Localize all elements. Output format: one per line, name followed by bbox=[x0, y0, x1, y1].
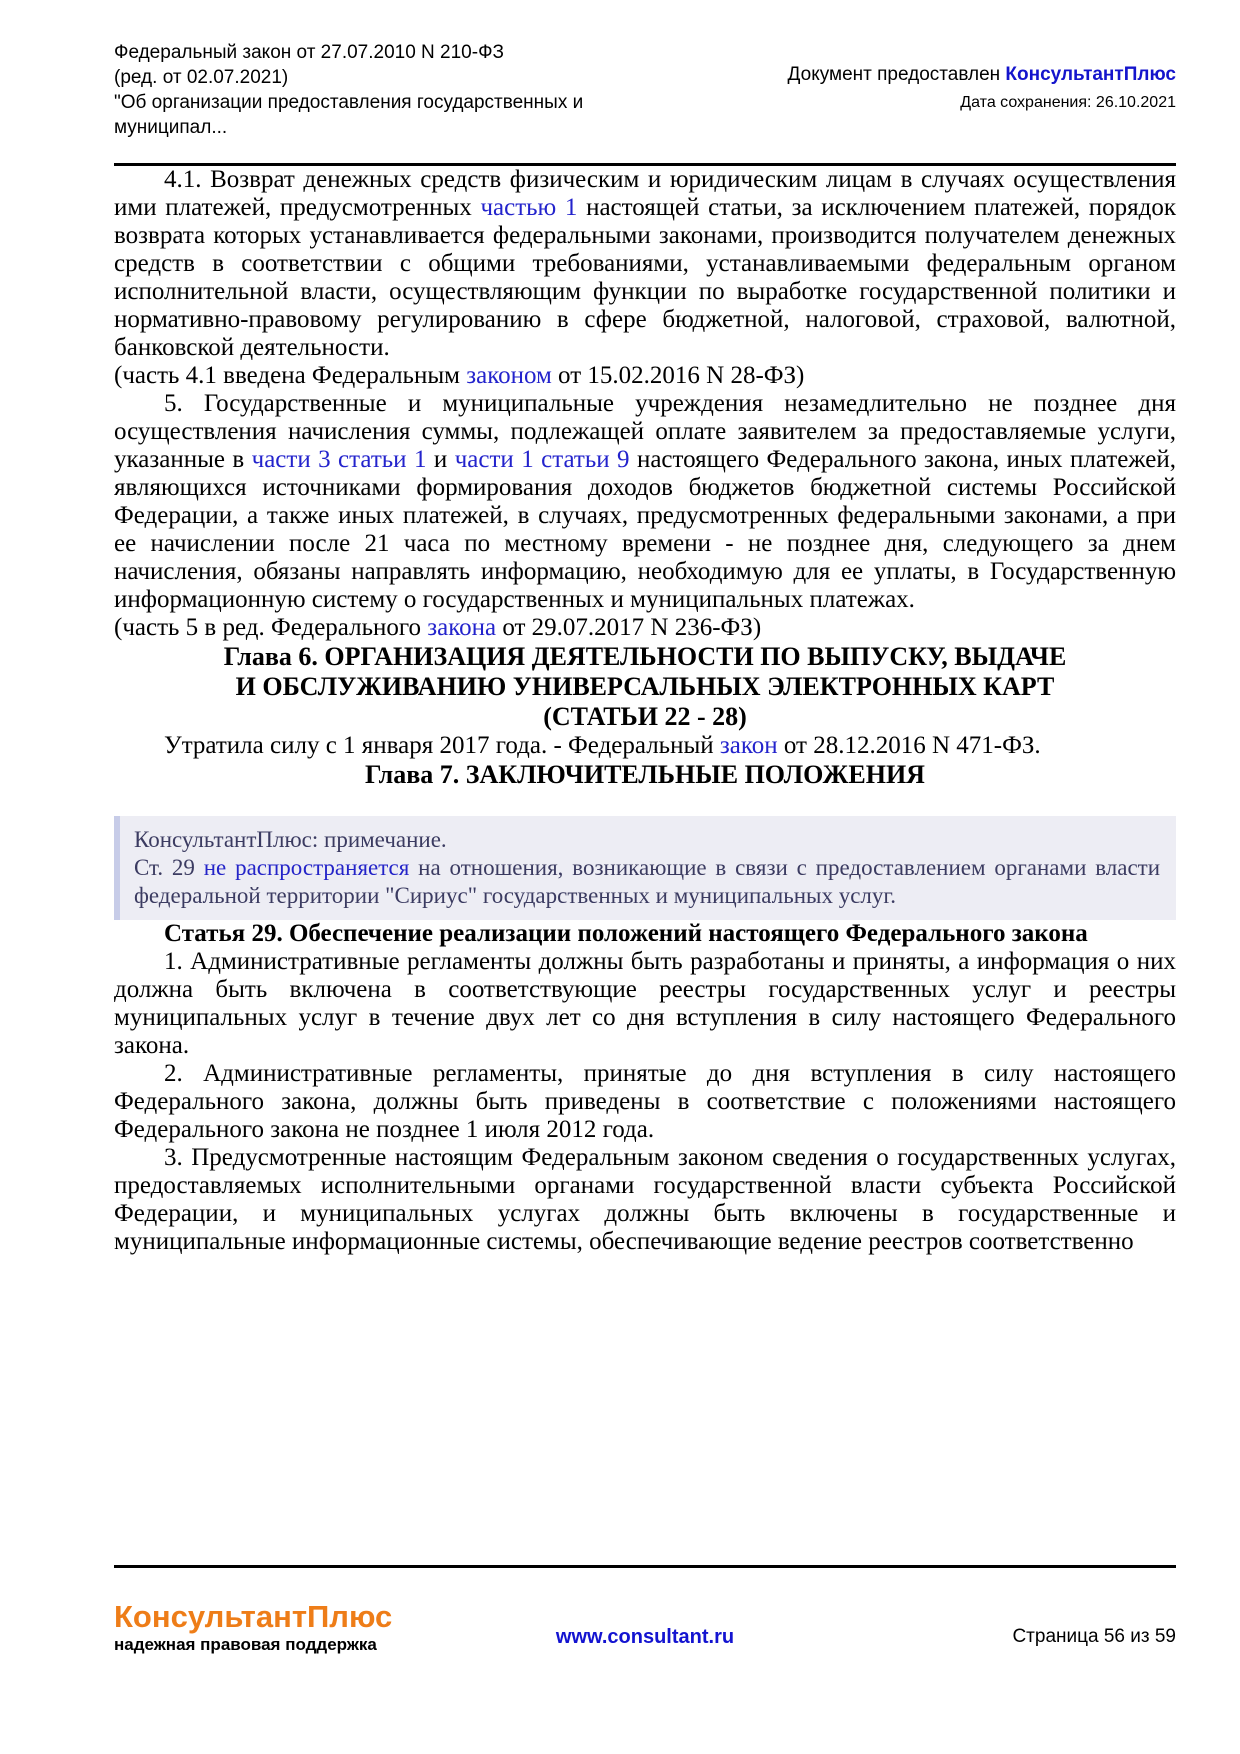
logo-brand-text: КонсультантПлюс bbox=[114, 1599, 393, 1634]
paragraph-5-text-3: настоящего Федерального закона, иных платежей, являющихся источниками формирования доходов бюджетов бюджетной системы Российской Федерации, а также иных платежей, в случаях, предусмотренных федеральными законами, а при ее начислении после 21 часа по местному времени - не позднее дня, следующего за днем начисления, обязаны направлять информацию, необходимую для ее уплаты, в Государственную информационную систему о государственных и муниципальных платежах. bbox=[114, 446, 1176, 613]
paragraph-4-1-text-2: настоящей статьи, за исключением платежей, порядок возврата которых устанавливается федеральными законами, производится получателем денежных средств в соответствии с общими требованиями, устанавливаемыми федеральным органом исполнительной власти, осуществляющим функции по выработке государственной политики и нормативно-правовому регулированию в сфере бюджетной, налоговой, страховой, валютной, банковской деятельности. bbox=[114, 194, 1176, 361]
article-29-heading: Статья 29. Обеспечение реализации положений настоящего Федерального закона bbox=[164, 920, 1088, 947]
provided-by-label: Документ предоставлен bbox=[787, 64, 1006, 85]
editorial-note-5-text: (часть 5 в ред. Федерального bbox=[114, 614, 428, 641]
document-title-block bbox=[114, 40, 583, 140]
doc-title-line-4: муниципал... bbox=[114, 117, 228, 138]
note-title: КонсультантПлюс: примечание. bbox=[134, 827, 447, 852]
consultant-site-link[interactable]: www.consultant.ru bbox=[555, 1626, 735, 1648]
paragraph-5-text: 5. Государственные и муниципальные учреждения незамедлительно не позднее дня осуществления начисления суммы, подлежащей оплате заявителем за предоставляемые услуги, указанные в bbox=[114, 390, 1176, 473]
paragraph-4-1-text: 4.1. Возврат денежных средств физическим и юридическим лицам в случаях осуществления ими платежей, предусмотренных bbox=[114, 166, 1176, 221]
link-law-471fz[interactable]: закон bbox=[719, 732, 778, 759]
link-part-3-article-1[interactable]: части 3 статьи 1 bbox=[251, 446, 427, 473]
page-header bbox=[114, 40, 1176, 140]
chapter-6-heading-line-3: (СТАТЬИ 22 - 28) bbox=[543, 702, 747, 731]
link-not-applicable[interactable]: не распространяется bbox=[203, 855, 410, 880]
chapter-7-heading: Глава 7. ЗАКЛЮЧИТЕЛЬНЫЕ ПОЛОЖЕНИЯ bbox=[365, 760, 925, 789]
note-text-post: на отношения, возникающие в связи с предоставлением органами власти федеральной территории "Сириус" государственных и муниципальных услуг. bbox=[134, 855, 1161, 908]
doc-title-line-1: Федеральный закон от 27.07.2010 N 210-ФЗ bbox=[114, 42, 505, 63]
article-29-paragraph-2: 2. Административные регламенты, принятые до дня вступления в силу настоящего Федерального закона, должны быть приведены в соответствие с положениями настоящего Федерального закона не позднее 1 июля 2012 года. bbox=[114, 1060, 1176, 1143]
editorial-note-4-1 bbox=[114, 362, 1176, 390]
consultant-note-box bbox=[114, 816, 1176, 920]
doc-title-line-3: "Об организации предоставления государственных и bbox=[114, 92, 584, 113]
editorial-note-4-1-text: (часть 4.1 введена Федеральным bbox=[114, 362, 467, 389]
link-part-1-article-9[interactable]: части 1 статьи 9 bbox=[454, 446, 630, 473]
logo-tagline: надежная правовая поддержка bbox=[114, 1635, 377, 1654]
editorial-note-5 bbox=[114, 614, 1176, 642]
editorial-note-4-1-text-2: от 15.02.2016 N 28-ФЗ) bbox=[551, 362, 805, 389]
save-date-label: Дата сохранения: 26.10.2021 bbox=[960, 94, 1176, 111]
article-29-paragraph-3: 3. Предусмотренные настоящим Федеральным законом сведения о государственных услугах, предоставляемых исполнительными органами государственной власти субъекта Российской Федерации, и муниципальных услугах должны быть включены в государственные и муниципальные информационные системы, обеспечивающие ведение реестров соответственно bbox=[114, 1144, 1176, 1255]
paragraph-5 bbox=[114, 390, 1176, 614]
chapter-6-status-text: Утратила силу с 1 января 2017 года. - Федеральный bbox=[164, 732, 720, 759]
provided-by-line bbox=[788, 62, 1176, 87]
article-29-paragraph-1: 1. Административные регламенты должны быть разработаны и приняты, а информация о них должна быть включена в соответствующие реестры государственных услуг и реестры муниципальных услуг в течение двух лет со дня вступления в силу настоящего Федерального закона. bbox=[114, 948, 1176, 1059]
paragraph-5-text-2: и bbox=[426, 446, 455, 473]
link-law-28fz[interactable]: законом bbox=[466, 362, 552, 389]
chapter-6-status-text-2: от 28.12.2016 N 471-ФЗ. bbox=[777, 732, 1041, 759]
document-body bbox=[114, 166, 1176, 1256]
paragraph-4-1 bbox=[114, 166, 1176, 362]
note-text-pre: Ст. 29 bbox=[134, 855, 204, 880]
chapter-6-status bbox=[114, 732, 1176, 760]
provider-block bbox=[788, 40, 1176, 140]
consultantplus-brand-link[interactable]: КонсультантПлюс bbox=[1005, 64, 1176, 85]
footer-divider bbox=[114, 1565, 1176, 1568]
link-part-1[interactable]: частью 1 bbox=[480, 194, 578, 221]
chapter-6-heading-line-1: Глава 6. ОРГАНИЗАЦИЯ ДЕЯТЕЛЬНОСТИ ПО ВЫПУСКУ, ВЫДАЧЕ bbox=[223, 642, 1067, 671]
page-footer bbox=[114, 1600, 1176, 1670]
page-number-label: Страница 56 из 59 bbox=[1012, 1626, 1176, 1647]
chapter-6-heading-line-2: И ОБСЛУЖИВАНИЮ УНИВЕРСАЛЬНЫХ ЭЛЕКТРОННЫХ КАРТ bbox=[235, 672, 1055, 701]
note-text bbox=[134, 854, 1160, 910]
link-law-236fz[interactable]: закона bbox=[427, 614, 497, 641]
chapter-6-heading bbox=[114, 642, 1176, 732]
editorial-note-5-text-2: от 29.07.2017 N 236-ФЗ) bbox=[496, 614, 762, 641]
doc-title-line-2: (ред. от 02.07.2021) bbox=[114, 67, 289, 88]
